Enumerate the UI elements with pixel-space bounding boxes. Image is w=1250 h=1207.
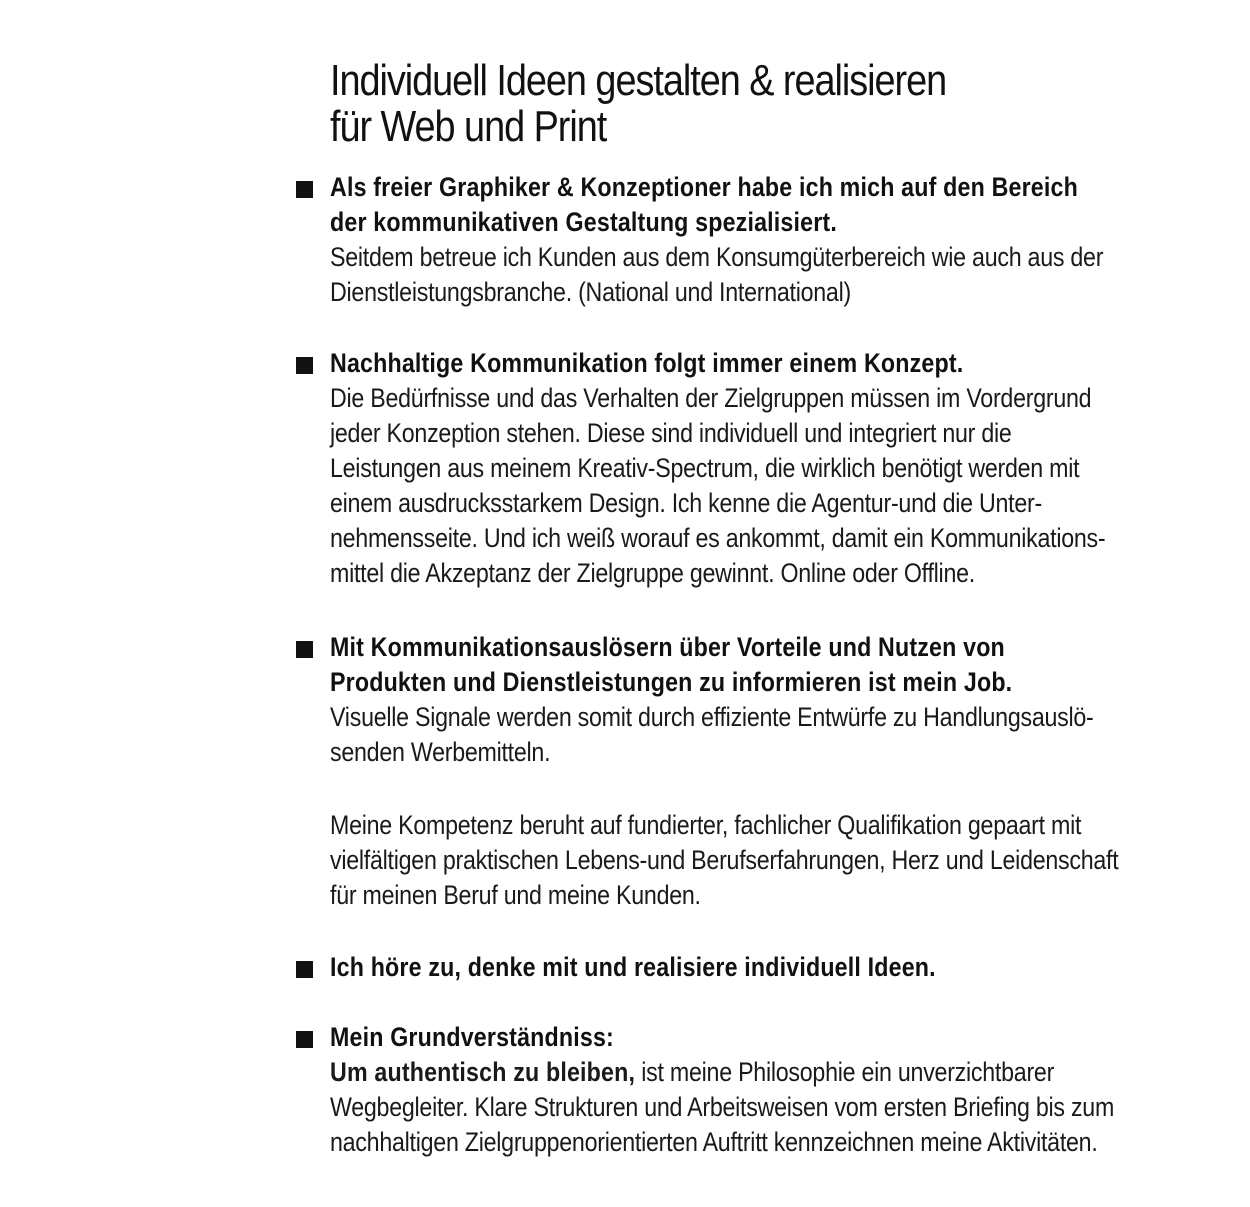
section-body-line: senden Werbemitteln. bbox=[330, 737, 551, 767]
title-line-1: Individuell Ideen gestalten & realisieren bbox=[330, 56, 947, 105]
square-bullet-icon bbox=[296, 181, 313, 198]
section-mixed-line bbox=[330, 1055, 1173, 1090]
section-body-line: Meine Kompetenz beruht auf fundierter, fachlicher Qualifikation gepaart mit bbox=[330, 810, 1082, 840]
square-bullet-icon bbox=[296, 1031, 313, 1048]
section-body-line: vielfältigen praktischen Lebens-und Berufserfahrungen, Herz und Leidenschaft bbox=[330, 845, 1119, 875]
section-body-line: Dienstleistungsbranche. (National und International) bbox=[330, 277, 851, 307]
square-bullet-icon bbox=[296, 641, 313, 658]
section-heading-line: Mit Kommunikationsauslösern über Vorteile und Nutzen von bbox=[330, 632, 1005, 662]
section-text bbox=[330, 170, 1173, 310]
section-body-line: nehmensseite. Und ich weiß worauf es ankommt, damit ein Kommunikations- bbox=[330, 523, 1106, 553]
section-body-line: jeder Konzeption stehen. Diese sind individuell und integriert nur die bbox=[330, 418, 1012, 448]
page-title bbox=[330, 58, 1087, 150]
section-text bbox=[330, 950, 1173, 985]
section-text bbox=[330, 630, 1173, 770]
section-body-line: einem ausdrucksstarkem Design. Ich kenne die Agentur-und die Unter- bbox=[330, 488, 1042, 518]
section-body-line: nachhaltigen Zielgruppenorientierten Auftritt kennzeichnen meine Aktivitäten. bbox=[330, 1127, 1098, 1157]
square-bullet-icon bbox=[296, 961, 313, 978]
section-heading-line: Nachhaltige Kommunikation folgt immer einem Konzept. bbox=[330, 348, 964, 378]
section-body-line: Die Bedürfnisse und das Verhalten der Zielgruppen müssen im Vordergrund bbox=[330, 383, 1092, 413]
section-body-line: für meinen Beruf und meine Kunden. bbox=[330, 880, 701, 910]
section-text bbox=[330, 346, 1173, 591]
section-body-line: Leistungen aus meinem Kreativ-Spectrum, die wirklich benötigt werden mit bbox=[330, 453, 1080, 483]
section-body-line: Wegbegleiter. Klare Strukturen und Arbeitsweisen vom ersten Briefing bis zum bbox=[330, 1092, 1115, 1122]
section-text bbox=[330, 1020, 1173, 1160]
title-line-2: für Web und Print bbox=[330, 102, 607, 151]
section-heading-line: Ich höre zu, denke mit und realisiere individuell Ideen. bbox=[330, 952, 936, 982]
section-body-line: Visuelle Signale werden somit durch effiziente Entwürfe zu Handlungsauslö- bbox=[330, 702, 1094, 732]
section-heading-line: der kommunikativen Gestaltung spezialisiert. bbox=[330, 207, 837, 237]
section-heading-line: Als freier Graphiker & Konzeptioner habe ich mich auf den Bereich bbox=[330, 172, 1078, 202]
inline-bold-phrase: Um authentisch zu bleiben, bbox=[330, 1057, 636, 1087]
square-bullet-icon bbox=[296, 357, 313, 374]
section-body-line: mittel die Akzeptanz der Zielgruppe gewinnt. Online oder Offline. bbox=[330, 558, 975, 588]
inline-regular-phrase: ist meine Philosophie ein unverzichtbarer bbox=[635, 1057, 1055, 1087]
section-text bbox=[330, 808, 1173, 913]
section-heading-line: Produkten und Dienstleistungen zu informieren ist mein Job. bbox=[330, 667, 1013, 697]
section-heading-line: Mein Grundverständniss: bbox=[330, 1022, 614, 1052]
section-body-line: Seitdem betreue ich Kunden aus dem Konsumgüterbereich wie auch aus der bbox=[330, 242, 1104, 272]
